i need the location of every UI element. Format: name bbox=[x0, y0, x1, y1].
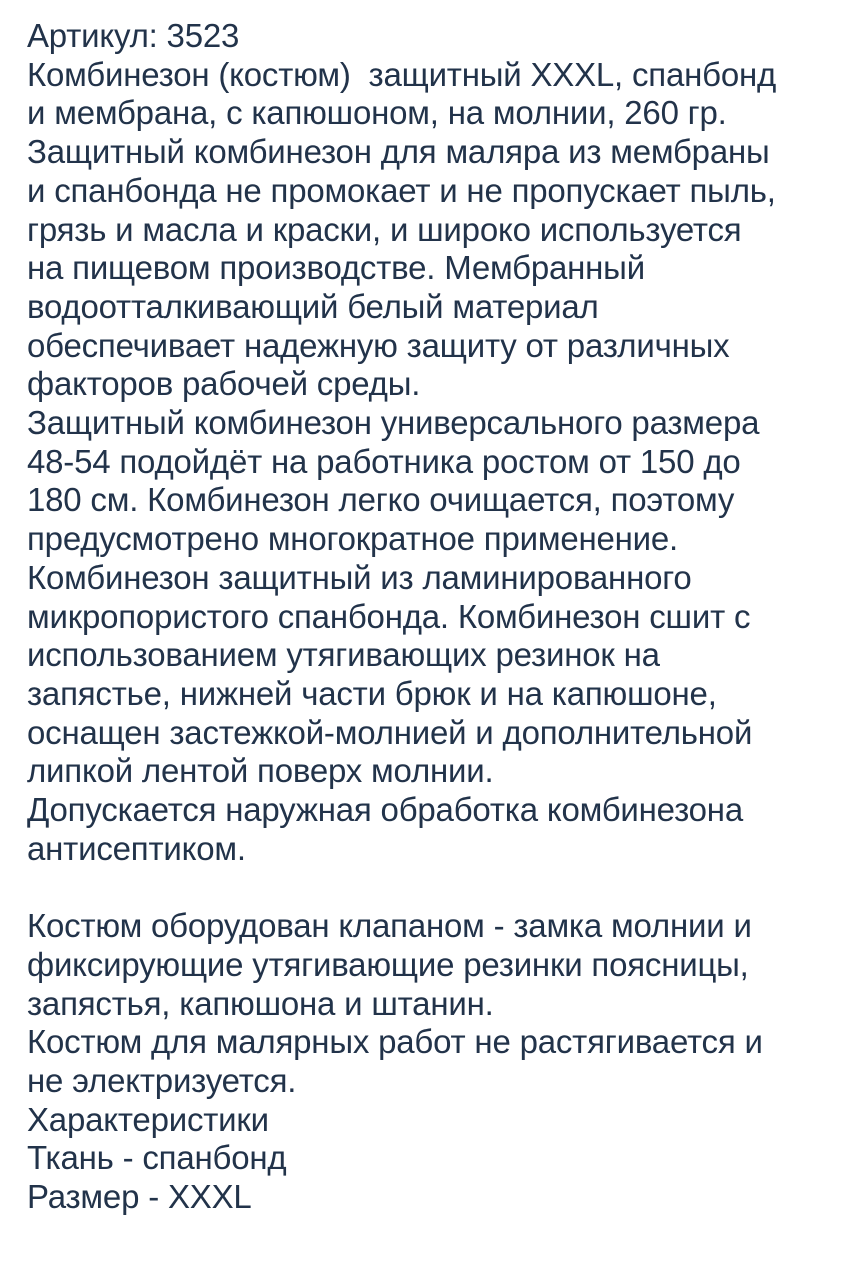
text-line-22: антисептиком. bbox=[27, 829, 246, 867]
text-line-18: запястье, нижней части брюк и на капюшоне, bbox=[27, 674, 717, 712]
text-line-19: оснащен застежкой-молнией и дополнительной bbox=[27, 713, 753, 751]
text-line-11: Защитный комбинезон универсального размера bbox=[27, 404, 760, 442]
text-line-16: микропористого спанбонда. Комбинезон сшит с bbox=[27, 597, 751, 635]
text-line-6: грязь и масла и краски, и широко используется bbox=[27, 210, 742, 248]
text-line-7: на пищевом производстве. Мембранный bbox=[27, 249, 645, 287]
text-line-30: Ткань - спанбонд bbox=[27, 1139, 287, 1177]
text-line-2: Комбинезон (костюм) защитный XXXL, спанбонд bbox=[27, 55, 777, 93]
text-line-26: запястья, капюшона и штанин. bbox=[27, 984, 494, 1022]
text-line-4: Защитный комбинезон для маляра из мембраны bbox=[27, 133, 770, 171]
text-line-25: фиксирующие утягивающие резинки поясницы, bbox=[27, 945, 749, 983]
text-line-9: обеспечивает надежную защиту от различных bbox=[27, 326, 730, 364]
text-line-27: Костюм для малярных работ не растягивается и bbox=[27, 1023, 763, 1061]
text-line-3: и мембрана, с капюшоном, на молнии, 260 гр. bbox=[27, 94, 727, 132]
text-line-17: использованием утягивающих резинок на bbox=[27, 636, 660, 674]
text-line-24: Костюм оборудован клапаном - замка молнии и bbox=[27, 907, 752, 945]
text-line-1: Артикул: 3523 bbox=[27, 17, 240, 54]
text-line-5: и спанбонда не промокает и не пропускает пыль, bbox=[27, 171, 776, 209]
text-line-14: предусмотрено многократное применение. bbox=[27, 520, 679, 558]
text-line-15: Комбинезон защитный из ламинированного bbox=[27, 558, 692, 596]
text-line-12: 48-54 подойдёт на работника ростом от 150 до bbox=[27, 442, 741, 480]
text-line-21: Допускается наружная обработка комбинезона bbox=[27, 791, 743, 829]
text-line-28: не электризуется. bbox=[27, 1061, 297, 1099]
text-line-20: липкой лентой поверх молнии. bbox=[27, 752, 494, 790]
text-line-31: Размер - XXXL bbox=[27, 1178, 252, 1216]
text-line-10: факторов рабочей среды. bbox=[27, 365, 421, 403]
text-line-13: 180 см. Комбинезон легко очищается, поэтому bbox=[27, 481, 735, 519]
text-line-29: Характеристики bbox=[27, 1100, 269, 1138]
text-line-8: водоотталкивающий белый материал bbox=[27, 287, 599, 325]
text-line-23 bbox=[27, 868, 842, 907]
